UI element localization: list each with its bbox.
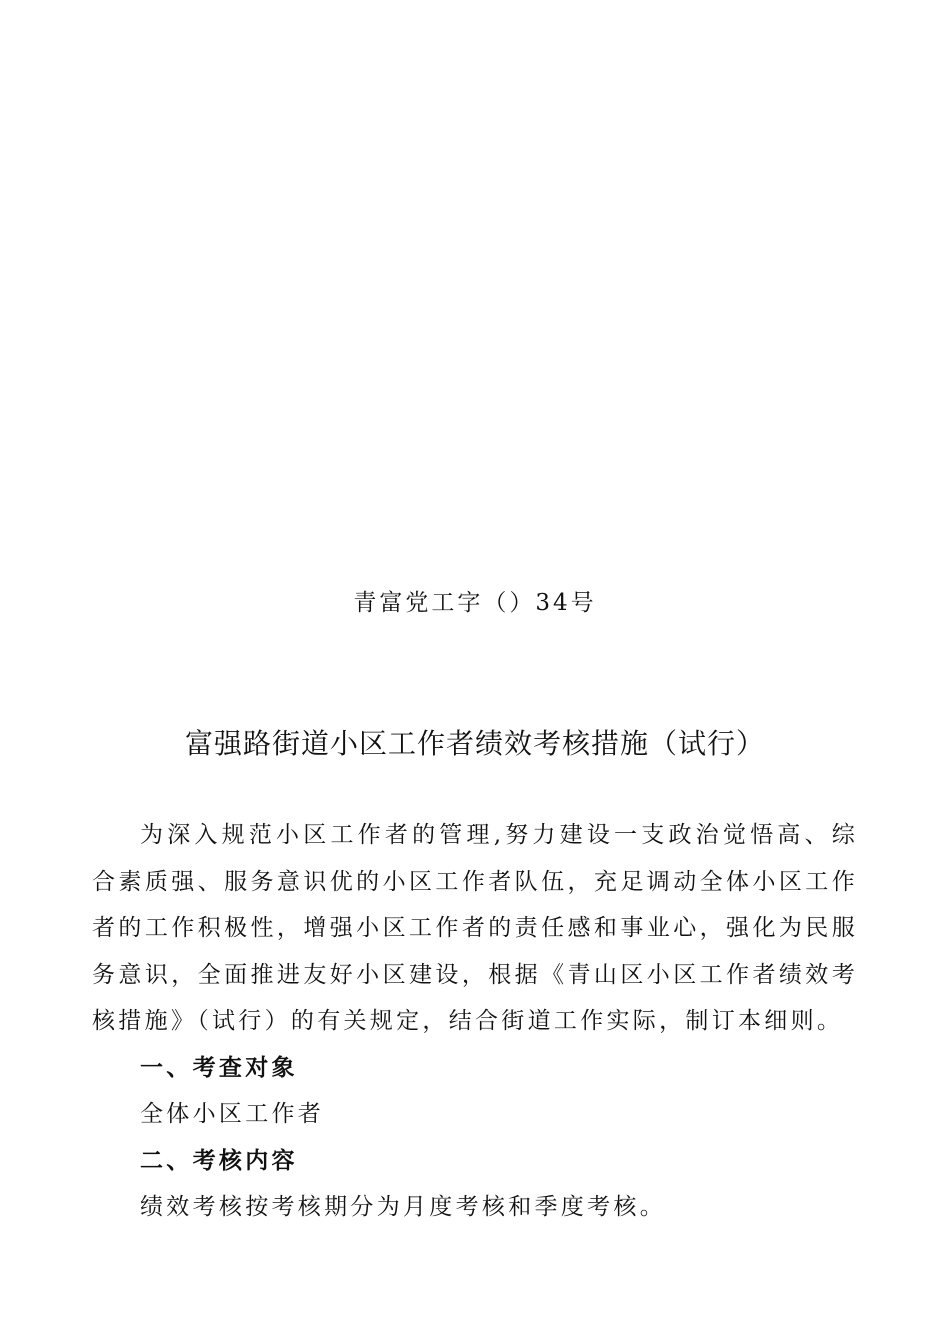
section-heading-review-target: 一、考查对象: [140, 1054, 298, 1081]
document-body: [92, 812, 858, 1231]
section-heading-assessment-content: 二、考核内容: [140, 1147, 298, 1174]
section-text-assessment-content: 绩效考核按考核期分为月度考核和季度考核。: [140, 1194, 666, 1220]
document-title: 富强路街道小区工作者绩效考核措施（试行）: [184, 727, 765, 760]
document-number: 青富党工字（）34号: [353, 590, 597, 616]
intro-paragraph: 为深入规范小区工作者的管理,努力建设一支政治觉悟高、综合素质强、服务意识优的小区工作者队伍，充足调动全体小区工作者的工作积极性，增强小区工作者的责任感和事业心，强化为民服务意识，全面推进友好小区建设，根据《青山区小区工作者绩效考核措施》（试行）的有关规定，结合街道工作实际，制订本细则。: [92, 822, 858, 1034]
section-text-review-target: 全体小区工作者: [140, 1101, 325, 1127]
